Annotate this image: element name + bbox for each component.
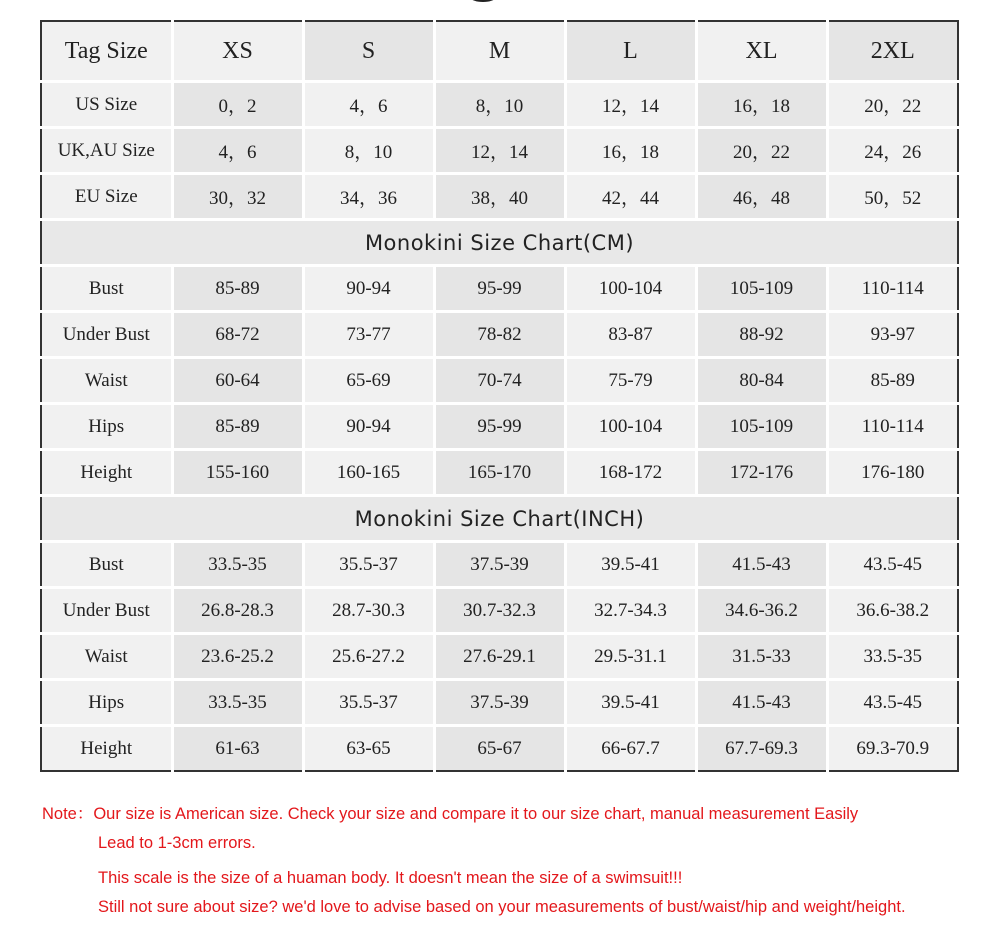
header-row [41,21,958,82]
table-cell: 35.5-37 [303,680,434,726]
cm-row [41,358,958,404]
table-cell: 39.5-41 [565,680,696,726]
table-cell: 12，14 [434,128,565,174]
table-cell: 70-74 [434,358,565,404]
table-cell: 160-165 [303,450,434,496]
tag-size-label: Tag Size [41,21,172,82]
table-cell: 32.7-34.3 [565,588,696,634]
inch-row [41,726,958,772]
note-line-1: Note：Our size is American size. Check your size and compare it to our size chart, manual measurement Easily [42,805,859,823]
cm-section-title: Monokini Size Chart(CM) [41,220,958,266]
table-cell: 88-92 [696,312,827,358]
table-cell: 27.6-29.1 [434,634,565,680]
table-cell: 68-72 [172,312,303,358]
cm-row [41,404,958,450]
table-cell: 65-69 [303,358,434,404]
cm-row [41,266,958,312]
table-cell: 95-99 [434,404,565,450]
inch-row [41,542,958,588]
table-cell: 61-63 [172,726,303,772]
table-cell: 28.7-30.3 [303,588,434,634]
table-cell: 16，18 [696,82,827,128]
inch-section-title: Monokini Size Chart(INCH) [41,496,958,542]
table-cell: 41.5-43 [696,680,827,726]
size-notes [42,800,982,922]
table-cell: 67.7-69.3 [696,726,827,772]
table-cell: 34.6-36.2 [696,588,827,634]
table-cell: 78-82 [434,312,565,358]
inch-row [41,680,958,726]
note-line-4: Still not sure about size? we'd love to advise based on your measurements of bust/waist/hip and weight/height. [98,898,906,916]
table-cell: 39.5-41 [565,542,696,588]
table-cell: 110-114 [827,404,958,450]
table-cell: 105-109 [696,266,827,312]
table-cell: 26.8-28.3 [172,588,303,634]
table-cell: 65-67 [434,726,565,772]
table-cell: 83-87 [565,312,696,358]
table-cell: 63-65 [303,726,434,772]
size-header-m: M [434,21,565,82]
size-chart-table [40,20,959,772]
table-cell: 36.6-38.2 [827,588,958,634]
cm-row [41,450,958,496]
row-label: Height [41,450,172,496]
table-cell: 34，36 [303,174,434,220]
conversion-row [41,82,958,128]
table-cell: 95-99 [434,266,565,312]
row-label: Hips [41,680,172,726]
table-cell: 66-67.7 [565,726,696,772]
table-cell: 73-77 [303,312,434,358]
inch-section [41,496,958,542]
row-label: Waist [41,634,172,680]
table-cell: 30，32 [172,174,303,220]
note-line-2: Lead to 1-3cm errors. [98,834,256,852]
table-cell: 172-176 [696,450,827,496]
table-cell: 85-89 [172,404,303,450]
table-cell: 75-79 [565,358,696,404]
table-cell: 20，22 [696,128,827,174]
table-cell: 20，22 [827,82,958,128]
table-cell: 43.5-45 [827,542,958,588]
table-cell: 155-160 [172,450,303,496]
size-header-xs: XS [172,21,303,82]
top-decoration [470,0,496,2]
table-cell: 4，6 [303,82,434,128]
row-label: Hips [41,404,172,450]
table-cell: 43.5-45 [827,680,958,726]
table-cell: 33.5-35 [172,542,303,588]
row-label: EU Size [41,174,172,220]
table-cell: 90-94 [303,404,434,450]
conversion-row [41,174,958,220]
table-cell: 37.5-39 [434,542,565,588]
table-cell: 165-170 [434,450,565,496]
table-cell: 85-89 [827,358,958,404]
size-header-l: L [565,21,696,82]
table-cell: 38，40 [434,174,565,220]
table-cell: 25.6-27.2 [303,634,434,680]
table-cell: 93-97 [827,312,958,358]
table-cell: 176-180 [827,450,958,496]
table-cell: 85-89 [172,266,303,312]
table-cell: 69.3-70.9 [827,726,958,772]
row-label: Under Bust [41,312,172,358]
table-cell: 12，14 [565,82,696,128]
inch-row [41,588,958,634]
table-cell: 100-104 [565,404,696,450]
table-cell: 90-94 [303,266,434,312]
table-cell: 110-114 [827,266,958,312]
table-cell: 8，10 [303,128,434,174]
size-header-s: S [303,21,434,82]
row-label: UK,AU Size [41,128,172,174]
table-cell: 8，10 [434,82,565,128]
table-cell: 35.5-37 [303,542,434,588]
note-line-3: This scale is the size of a huaman body. It doesn't mean the size of a swimsuit!!! [98,869,683,887]
table-cell: 37.5-39 [434,680,565,726]
table-cell: 29.5-31.1 [565,634,696,680]
cm-section [41,220,958,266]
table-cell: 0，2 [172,82,303,128]
table-cell: 80-84 [696,358,827,404]
table-cell: 105-109 [696,404,827,450]
size-header-xl: XL [696,21,827,82]
table-cell: 50，52 [827,174,958,220]
table-cell: 33.5-35 [827,634,958,680]
table-cell: 4，6 [172,128,303,174]
row-label: Waist [41,358,172,404]
row-label: Bust [41,542,172,588]
table-cell: 33.5-35 [172,680,303,726]
row-label: Bust [41,266,172,312]
table-cell: 24，26 [827,128,958,174]
table-cell: 16，18 [565,128,696,174]
row-label: Height [41,726,172,772]
cm-row [41,312,958,358]
table-cell: 100-104 [565,266,696,312]
table-cell: 46，48 [696,174,827,220]
row-label: US Size [41,82,172,128]
table-cell: 168-172 [565,450,696,496]
table-cell: 60-64 [172,358,303,404]
conversion-row [41,128,958,174]
table-cell: 41.5-43 [696,542,827,588]
table-cell: 31.5-33 [696,634,827,680]
table-cell: 42，44 [565,174,696,220]
size-header-2xl: 2XL [827,21,958,82]
table-cell: 30.7-32.3 [434,588,565,634]
inch-row [41,634,958,680]
table-cell: 23.6-25.2 [172,634,303,680]
row-label: Under Bust [41,588,172,634]
